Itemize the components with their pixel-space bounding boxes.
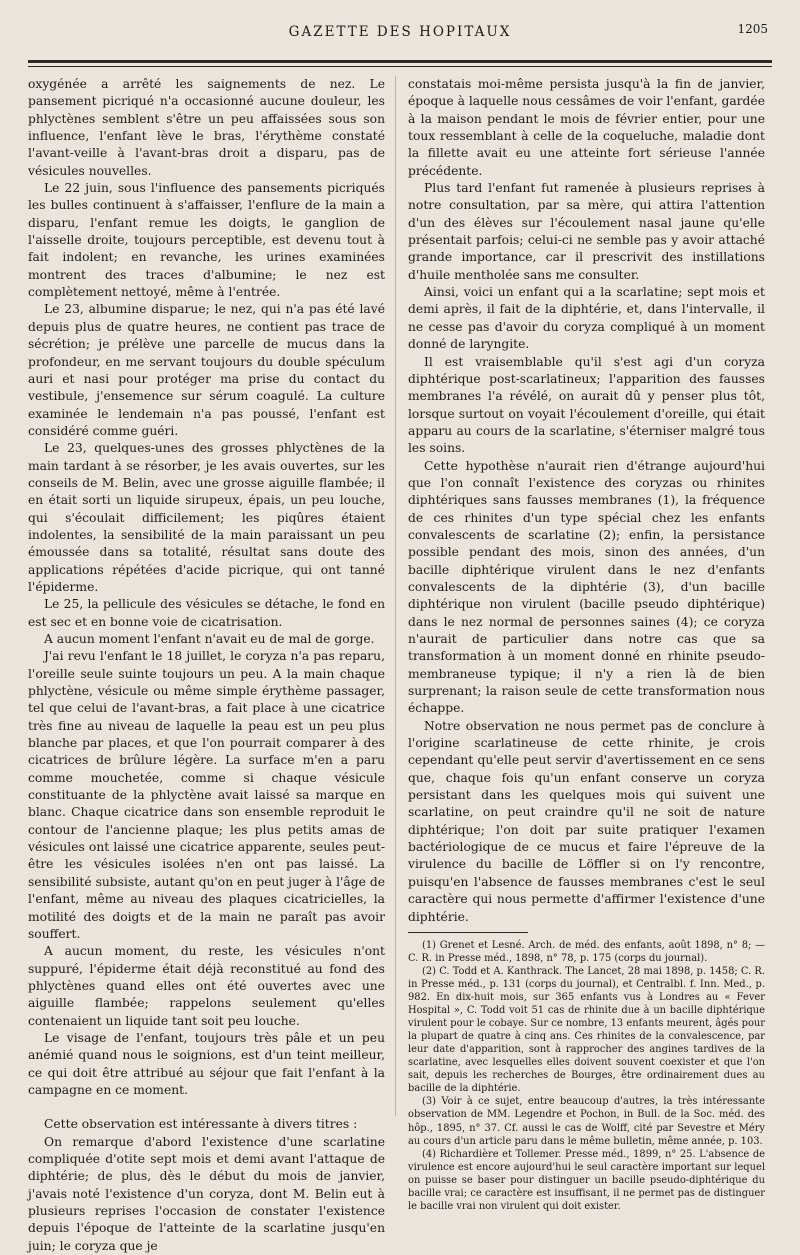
paragraph: Plus tard l'enfant fut ramenée à plusieurs reprises à notre consultation, par sa mère, qui attira l'attention d'un des élèves sur l'écoulement nasal jaune qu'elle présentait parfois; celui-ci ne semble pas y avoir attaché grande importance, car il prescrivit des instillations d'huile mentholée sans me consulter. bbox=[408, 181, 765, 282]
paragraph: constatais moi-même persista jusqu'à la fin de janvier, époque à laquelle nous cessâmes de voir l'enfant, gardée à la maison pendant le mois de février entier, pour une toux ressemblant à celle de la coqueluche, maladie dont la fillette avait eu une atteinte fort sérieuse l'année précédente. bbox=[408, 77, 765, 178]
paragraph: Notre observation ne nous permet pas de conclure à l'origine scarlatineuse de cette rhinite, je crois cependant qu'elle peut servir d'avertissement en ce sens que, chaque fois qu'un enfant conserve un coryza persistant dans les quelques mois qui suivent une scarlatine, on peut craindre qu'il ne soit de nature diphtérique; l'on doit par suite pratiquer l'examen bactériologique de ce mucus et faire l'épreuve de la virulence du bacille de Löffler si on l'y rencontre, puisqu'en l'absence de fausses membranes c'est le seul caractère qui nous permette d'affirmer l'existence d'une diphtérie. bbox=[408, 718, 765, 924]
paragraph: A aucun moment l'enfant n'avait eu de mal de gorge. bbox=[44, 632, 375, 646]
paragraph: Le 23, albumine disparue; le nez, qui n'a pas été lavé depuis plus de quatre heures, ne contient pas trace de sécrétion; je prélève une parcelle de mucus dans la profondeur, en me servant toujours du double spéculum auri et nasi pour protéger ma prise du contact du vestibule, j'ensemence sur sérum coagulé. La culture examinée le lendemain n'a pas poussé, l'enfant est considéré comme guéri. bbox=[28, 302, 385, 438]
footnote: (4) Richardière et Tollemer. Presse méd., 1899, n° 25. L'absence de virulence est encore aujourd'hui le seul caractère important sur lequel on puisse se baser pour distinguer un bacille pseudo-diphtérique du bacille vrai; ce caractère est insuffisant, il ne permet pas de distinguer le bacille vrai non virulent qui doit exister. bbox=[408, 1148, 765, 1212]
header-rule-thin bbox=[28, 66, 772, 67]
paragraph: Le 23, quelques-unes des grosses phlyctènes de la main tardant à se résorber, je les avais ouvertes, sur les conseils de M. Belin, avec une grosse aiguille flambée; il en était sorti un liquide sirupeux, épais, un peu louche, qui s'écoulait difficilement; les piqûres étaient indolentes, la sensibilité de la main paraissant un peu émoussée dans sa totalité, résultat sans doute des applications répétées d'acide picrique, qui ont tanné l'épiderme. bbox=[28, 441, 385, 594]
paragraph: Cette hypothèse n'aurait rien d'étrange aujourd'hui que l'on connaît l'existence des coryzas ou rhinites diphtériques sans fausses membranes (1), la fréquence de ces rhinites d'un type spécial chez les enfants convalescents de scarlatine (2); enfin, la persistance possible pendant des mois, sinon des années, d'un bacille diphtérique virulent dans le nez d'enfants convalescents de la diphtérie (3), d'un bacille diphtérique non virulent (bacille pseudo diphtérique) dans le nez normal de personnes saines (4); ce coryza n'aurait de particulier dans notre cas que sa transformation à un moment donné en rhinite pseudo-membraneuse typique; il n'y a rien là de bien surprenant; la raison seule de cette transformation nous échappe. bbox=[408, 458, 765, 716]
paragraph: Le 25, la pellicule des vésicules se détache, le fond en est sec et en bonne voie de cicatrisation. bbox=[28, 597, 385, 629]
footnote-rule bbox=[408, 932, 528, 933]
column-divider bbox=[395, 76, 396, 1116]
paragraph: Il est vraisemblable qu'il s'est agi d'un coryza diphtérique post-scarlatineux; l'apparition des fausses membranes l'a révélé, on aurait dû y penser plus tôt, lorsque surtout on voyait l'écoulement d'oreille, qui était apparu au cours de la scarlatine, s'éterniser malgré tous les soins. bbox=[408, 354, 765, 456]
paragraph: Le visage de l'enfant, toujours très pâle et un peu anémié quand nous le soignions, est d'un teint meilleur, ce qui doit être attribué au séjour que fait l'enfant à la campagne en ce moment. bbox=[28, 1030, 385, 1097]
journal-title: GAZETTE DES HOPITAUX bbox=[288, 24, 512, 40]
paragraph: On remarque d'abord l'existence d'une scarlatine compliquée d'otite sept mois et demi avant l'attaque de diphtérie; de plus, dès le début du mois de janvier, j'avais noté l'existence d'un coryza, dont M. Belin eut à plusieurs reprises l'occasion de constater l'existence depuis l'époque de l'atteinte de la scarlatine jusqu'en juin; le coryza que je bbox=[28, 1134, 385, 1253]
footnote: (3) Voir à ce sujet, entre beaucoup d'autres, la très intéressante observation de MM. Legendre et Pochon, in Bull. de la Soc. méd. des hôp., 1895, n° 37. Cf. aussi le cas de Wolff, cité par Sevestre et Méry au cours d'un article paru dans le même bulletin, même année, p. 103. bbox=[408, 1096, 765, 1147]
paragraph: oxygénée a arrêté les saignements de nez. Le pansement picriqué n'a occasionné aucune douleur, les phlyctènes semblent s'être un peu affaissées sous son influence, l'enfant lève le bras, l'érythème constaté l'avant-veille à l'avant-bras droit a disparu, pas de vésicules nouvelles. bbox=[28, 77, 385, 178]
paragraph: Cette observation est intéressante à divers titres : bbox=[44, 1117, 358, 1132]
page-header bbox=[28, 22, 772, 62]
paragraph: Le 22 juin, sous l'influence des pansements picriqués les bulles continuent à s'affaisser, l'enflure de la main a disparu, l'enfant remue les doigts, le ganglion de l'aisselle droite, toujours perceptible, est devenu tout à fait indolent; en revanche, les urines examinées montrent des traces d'albumine; le nez est complètement nettoyé, même à l'entrée. bbox=[28, 181, 385, 300]
left-column bbox=[28, 76, 385, 1253]
right-column bbox=[408, 76, 765, 1212]
footnote: (2) C. Todd et A. Kanthrack. The Lancet, 28 mai 1898, p. 1458; C. R. in Presse méd., p. 131 (corps du journal), et Centralbl. f. Inn. Med., p. 982. En dix-huit mois, sur 365 enfants vus à Londres au « Fever Hospital », C. Todd voit 51 cas de rhinite due à un bacille diphtérique virulent pour le cobaye. Sur ce nombre, 13 enfants meurent, âgés pour la plupart de quatre à cinq ans. Ces rhinites de la convalescence, par leur date d'apparition, sont à rapprocher des angines tardives de la scarlatine, avec lesquelles elles doivent souvent coexister et que l'on sait, depuis les recherches de Bourges, être ordinairement dues au bacille de la diphtérie. bbox=[408, 965, 765, 1095]
footnote: (1) Grenet et Lesné. Arch. de méd. des enfants, août 1898, n° 8; — C. R. in Presse méd., 1898, n° 78, p. 175 (corps du journal). bbox=[408, 939, 765, 964]
header-rule-thick bbox=[28, 60, 772, 63]
page-number: 1205 bbox=[737, 22, 768, 36]
paragraph: Ainsi, voici un enfant qui a la scarlatine; sept mois et demi après, il fait de la diphtérie, et, dans l'intervalle, il ne cesse pas d'avoir du coryza compliqué à un moment donné de laryngite. bbox=[408, 285, 765, 352]
paragraph: J'ai revu l'enfant le 18 juillet, le coryza n'a pas reparu, l'oreille seule suinte toujours un peu. A la main chaque phlyctène, vésicule ou même simple érythème passager, tel que celui de l'avant-bras, a fait place à une cicatrice très fine au niveau de laquelle la peau est un peu plus blanche par places, et que l'on pourrait comparer à des cicatrices de brûlure légère. La surface m'en a paru comme mouchetée, comme si chaque vésicule constituante de la phlyctène avait laissé sa marque en blanc. Chaque cicatrice dans son ensemble reproduit le contour de l'ancienne plaque; les plus petits amas de vésicules ont laissé une cicatrice apparente, seules peut-être les vésicules isolées n'en ont pas laissé. La sensibilité subsiste, autant qu'on en peut juger à l'âge de l'enfant, même au niveau des plaques cicatricielles, la motilité des doigts et de la main ne paraît pas avoir souffert. bbox=[28, 649, 385, 941]
footnotes bbox=[408, 939, 765, 1213]
paragraph: A aucun moment, du reste, les vésicules n'ont suppuré, l'épiderme était déjà reconstitué au fond des phlyctènes quand elles ont été ouvertes avec une aiguille flambée; rappelons seulement qu'elles contenaient un liquide tant soit peu louche. bbox=[28, 944, 385, 1028]
